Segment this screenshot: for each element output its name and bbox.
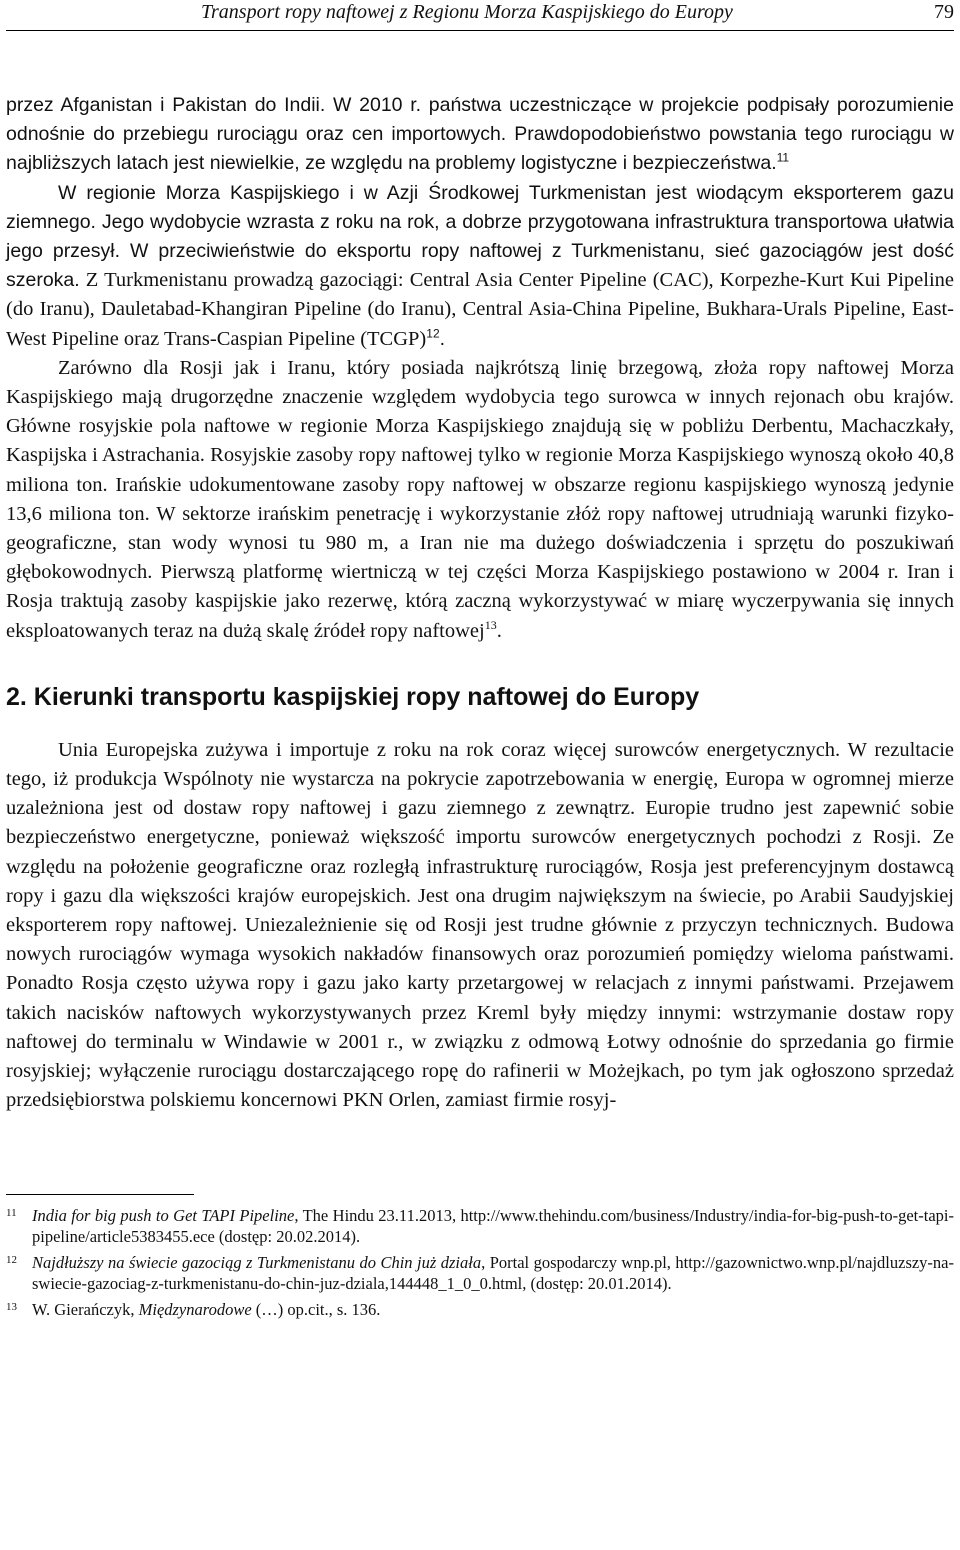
footnote-title: Międzynarodowe bbox=[138, 1299, 252, 1319]
footnote-text: , Portal gospodarczy wnp.pl, http://gazownictwo.wnp.pl/najdluzszy-na-swiecie-gazociag-z-turkmenistanu-do-chin-juz-dziala,144448_1_0_0.html, (dostęp: 20.01.2014). bbox=[32, 1252, 954, 1293]
running-header bbox=[6, 0, 954, 31]
paragraph-russia-iran: Zarówno dla Rosji jak i Iranu, który posiada najkrótszą linię brzegową, złoża ropy naftowej Morza Kaspijskiego mają drugorzędne znaczenie względem wydobycia tego surowca w innych rejonach obu krajów. Główne rosyjskie pola naftowe w regionie Morza Kaspijskiego znajdują się w pobliżu Derbentu, Machaczkały, Kaspijska i Astrachania. Rosyjskie zasoby ropy naftowej tylko w regionie Morza Kaspijskiego wynoszą około 40,8 miliona ton. Irańskie udokumentowane zasoby ropy naftowej w obszarze regionu kaspijskiego wynoszą jedynie 13,6 miliona ton. W sektorze irańskim penetrację i wykorzystanie złóż ropy naftowej utrudniają warunki fizyko-geograficzne, stan wody wynosi tu 980 m, a Iran nie ma dużego doświadczenia i sprzętu do poszukiwań głębokowodnych. Pierwszą platformę wiertniczą w tej części Morza Kaspijskiego postawiono w 2004 r. Iran i Rosja traktują zasoby kaspijskie jako rezerwę, którą zaczną wykorzystywać w miarę wyczerpywania się innych eksploatowanych teraz na dużą skalę źródeł ropy naftowej$^{13}$. bbox=[6, 356, 954, 642]
footnote-text: (…) op.cit., s. 136. bbox=[251, 1299, 381, 1319]
paragraph-eu-energy: Unia Europejska zużywa i importuje z roku na rok coraz więcej surowców energetycznych. W rezultacie tego, iż produkcja Wspólnoty nie wystarcza na pokrycie zapotrzebowania w energię, Europa w ogromnej mierze uzależniona jest od dostaw ropy naftowej i gazu ziemnego z zewnątrz. Europie trudno jest zapewnić sobie bezpieczeństwo energetyczne, ponieważ większość importu surowców energetycznych pochodzi z Rosji. Ze względu na położenie geograficzne oraz rozległą infrastrukturę rurociągów, Rosja jest preferencyjnym dostawcą ropy i gazu dla większości krajów europejskich. Jest ona drugim największym na świecie, po Arabii Saudyjskiej eksporterem ropy naftowej. Uniezależnienie się od Rosji jest trudne głównie z przyczyn technicznych. Budowa nowych rurociągów wymaga wysokich nakładów finansowych oraz porozumień pomiędzy wieloma państwami. Ponadto Rosja często używa ropy i gazu jako karty przetargowej w relacjach z innymi państwami. Przejawem takich nacisków naftowych wykorzystywanych przez Kreml były między innymi: wstrzymanie dostaw ropy naftowej do terminalu w Windawie w 2001 r., w związku z odmową Łotwy odnośnie do sprzedania go firmie rosyjskiej; wyłączenie rurociągu dostarczającego ropę do rafinerii w Możejkach, po tym jak ogłoszono sprzedaż przedsiębiorstwa polskiemu koncernowi PKN Orlen, zamiast firmie rosyj- bbox=[6, 738, 954, 1112]
section-heading: 2. Kierunki transportu kaspijskiej ropy naftowej do Europy bbox=[6, 682, 700, 711]
footnote-title: Najdłuższy na świecie gazociąg z Turkmenistanu do Chin już działa bbox=[32, 1252, 482, 1272]
footnote-author: W. Gierańczyk, bbox=[32, 1299, 139, 1319]
footnote-ref-12: 12 bbox=[426, 326, 440, 341]
footnote-ref-13: 13 bbox=[484, 617, 497, 632]
footnote-11 bbox=[6, 1205, 954, 1248]
footnote-13 bbox=[6, 1299, 954, 1321]
running-header-title: Transport ropy naftowej z Regionu Morza Kaspijskiego do Europy bbox=[201, 1, 733, 23]
footnote-number: 11 bbox=[6, 1206, 17, 1219]
continuation-paragraph: przez Afganistan i Pakistan do Indii. W 2010 r. państwa uczestniczące w projekcie podpisały porozumienie odnośnie do przebiegu rurociągu oraz cen importowych. Prawdopodobieństwo powstania tego rurociągu w najbliższych latach jest niewielkie, ze względu na problemy logistyczne i bezpieczeństwa.$^{11}$ bbox=[6, 94, 954, 175]
footnote-ref-11: 11 bbox=[776, 150, 790, 165]
footnote-text: , The Hindu 23.11.2013, http://www.thehindu.com/business/Industry/india-for-big-push-to-get-tapi-pipeline/article5383455.ece (dostęp: 20.02.2014). bbox=[32, 1205, 954, 1246]
footnote-number: 12 bbox=[6, 1253, 17, 1266]
footnotes bbox=[6, 1205, 954, 1321]
document-page bbox=[6, 0, 954, 1320]
paragraph-turkmenistan-gas: W regionie Morza Kaspijskiego i w Azji Środkowej Turkmenistan jest wiodącym eksporterem gazu ziemnego. Jego wydobycie wzrasta z roku na rok, a dobrze przygotowana infrastruktura transportowa ułatwia jego przesył. W przeciwieństwie do eksportu ropy naftowej z Turkmenistanu, sieć gazociągów jest dość szeroka. Z Turkmenistanu prowadzą gazociągi: Central Asia Center Pipeline (CAC), Korpezhe-Kurt Kui Pipeline (do Iranu), Dauletabad-Khangiran Pipeline (do Iranu), Central Asia-China Pipeline, Bukhara-Urals Pipeline, East-West Pipeline oraz Trans-Caspian Pipeline (TCGP)$^{12}$. bbox=[6, 181, 954, 350]
footnote-number: 13 bbox=[6, 1300, 17, 1313]
footnote-title: India for big push to Get TAPI Pipeline bbox=[32, 1205, 295, 1225]
page-number: 79 bbox=[934, 1, 954, 23]
footnote-12 bbox=[6, 1252, 954, 1295]
